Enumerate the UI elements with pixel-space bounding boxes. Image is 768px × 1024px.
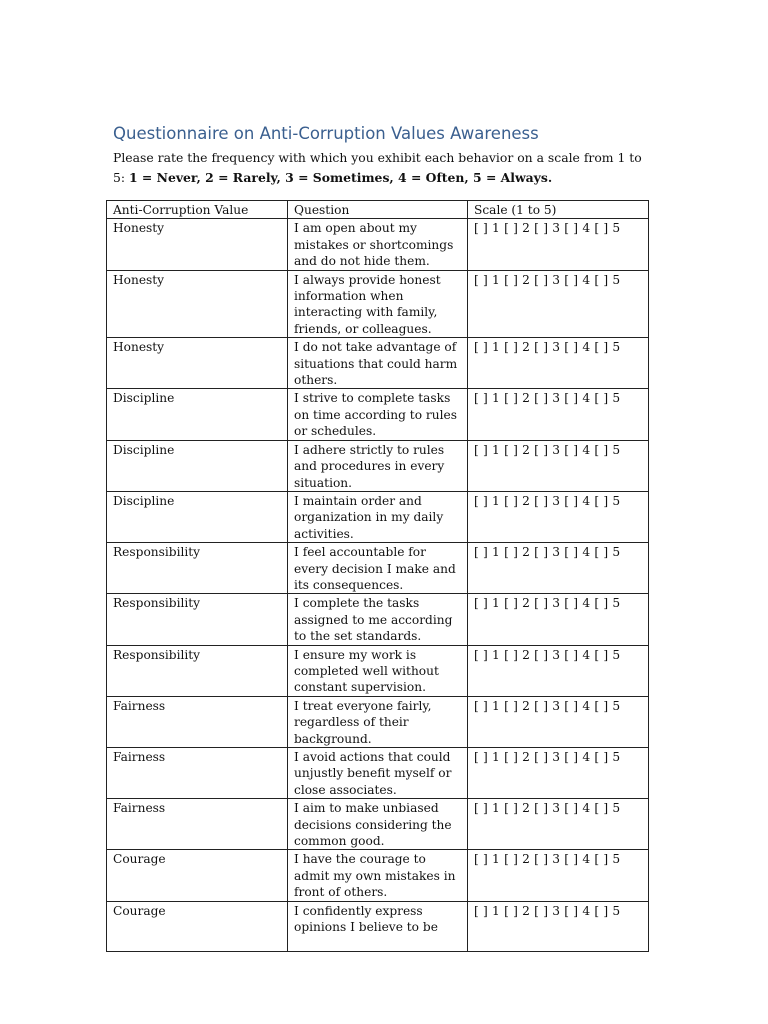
- question-cell: I avoid actions that could unjustly benefit myself or close associates.: [288, 748, 468, 799]
- value-cell: Discipline: [107, 389, 288, 440]
- scale-checkboxes[interactable]: [ ] 1 [ ] 2 [ ] 3 [ ] 4 [ ] 5: [468, 219, 649, 270]
- table-row: [107, 645, 649, 696]
- scale-checkboxes[interactable]: [ ] 1 [ ] 2 [ ] 3 [ ] 4 [ ] 5: [468, 696, 649, 747]
- question-cell: I treat everyone fairly, regardless of their background.: [288, 696, 468, 747]
- scale-checkboxes[interactable]: [ ] 1 [ ] 2 [ ] 3 [ ] 4 [ ] 5: [468, 645, 649, 696]
- question-cell: I feel accountable for every decision I make and its consequences.: [288, 543, 468, 594]
- question-cell: I adhere strictly to rules and procedures in every situation.: [288, 440, 468, 491]
- page-title: Questionnaire on Anti-Corruption Values Awareness: [113, 124, 539, 143]
- scale-checkboxes[interactable]: [ ] 1 [ ] 2 [ ] 3 [ ] 4 [ ] 5: [468, 748, 649, 799]
- question-cell: I have the courage to admit my own mistakes in front of others.: [288, 850, 468, 901]
- table-row: [107, 594, 649, 645]
- table-row: [107, 696, 649, 747]
- question-cell: I strive to complete tasks on time according to rules or schedules.: [288, 389, 468, 440]
- scale-checkboxes[interactable]: [ ] 1 [ ] 2 [ ] 3 [ ] 4 [ ] 5: [468, 338, 649, 389]
- table-row: [107, 748, 649, 799]
- question-cell: I always provide honest information when interacting with family, friends, or colleagues.: [288, 270, 468, 338]
- question-cell: I do not take advantage of situations that could harm others.: [288, 338, 468, 389]
- table-row: [107, 440, 649, 491]
- question-cell: I ensure my work is completed well without constant supervision.: [288, 645, 468, 696]
- table-row: [107, 270, 649, 338]
- value-cell: Fairness: [107, 799, 288, 850]
- table-header-row: [107, 201, 649, 219]
- questionnaire-table: [106, 200, 649, 952]
- table-row: [107, 389, 649, 440]
- table-row: [107, 799, 649, 850]
- table-row: [107, 850, 649, 901]
- table-row: [107, 491, 649, 542]
- instructions: [113, 148, 653, 188]
- question-cell: I maintain order and organization in my daily activities.: [288, 491, 468, 542]
- value-cell: Courage: [107, 850, 288, 901]
- header-value: Anti-Corruption Value: [107, 201, 288, 219]
- scale-legend: 1 = Never, 2 = Rarely, 3 = Sometimes, 4 = Often, 5 = Always.: [129, 170, 553, 185]
- value-cell: Honesty: [107, 219, 288, 270]
- table-row: [107, 901, 649, 952]
- table-row: [107, 338, 649, 389]
- header-question: Question: [288, 201, 468, 219]
- value-cell: Discipline: [107, 491, 288, 542]
- question-cell: I aim to make unbiased decisions considering the common good.: [288, 799, 468, 850]
- value-cell: Responsibility: [107, 645, 288, 696]
- header-scale: Scale (1 to 5): [468, 201, 649, 219]
- instructions-text: Please rate the frequency with which you exhibit each behavior on a scale from 1 to 5:: [113, 150, 642, 185]
- scale-checkboxes[interactable]: [ ] 1 [ ] 2 [ ] 3 [ ] 4 [ ] 5: [468, 901, 649, 952]
- value-cell: Courage: [107, 901, 288, 952]
- scale-checkboxes[interactable]: [ ] 1 [ ] 2 [ ] 3 [ ] 4 [ ] 5: [468, 389, 649, 440]
- value-cell: Responsibility: [107, 594, 288, 645]
- scale-checkboxes[interactable]: [ ] 1 [ ] 2 [ ] 3 [ ] 4 [ ] 5: [468, 543, 649, 594]
- scale-checkboxes[interactable]: [ ] 1 [ ] 2 [ ] 3 [ ] 4 [ ] 5: [468, 440, 649, 491]
- table-row: [107, 219, 649, 270]
- value-cell: Responsibility: [107, 543, 288, 594]
- value-cell: Fairness: [107, 696, 288, 747]
- scale-checkboxes[interactable]: [ ] 1 [ ] 2 [ ] 3 [ ] 4 [ ] 5: [468, 799, 649, 850]
- scale-checkboxes[interactable]: [ ] 1 [ ] 2 [ ] 3 [ ] 4 [ ] 5: [468, 270, 649, 338]
- value-cell: Fairness: [107, 748, 288, 799]
- value-cell: Honesty: [107, 338, 288, 389]
- question-cell: I complete the tasks assigned to me according to the set standards.: [288, 594, 468, 645]
- table-row: [107, 543, 649, 594]
- value-cell: Honesty: [107, 270, 288, 338]
- question-cell: I am open about my mistakes or shortcomings and do not hide them.: [288, 219, 468, 270]
- scale-checkboxes[interactable]: [ ] 1 [ ] 2 [ ] 3 [ ] 4 [ ] 5: [468, 594, 649, 645]
- scale-checkboxes[interactable]: [ ] 1 [ ] 2 [ ] 3 [ ] 4 [ ] 5: [468, 491, 649, 542]
- value-cell: Discipline: [107, 440, 288, 491]
- question-cell: I confidently express opinions I believe to be: [288, 901, 468, 952]
- scale-checkboxes[interactable]: [ ] 1 [ ] 2 [ ] 3 [ ] 4 [ ] 5: [468, 850, 649, 901]
